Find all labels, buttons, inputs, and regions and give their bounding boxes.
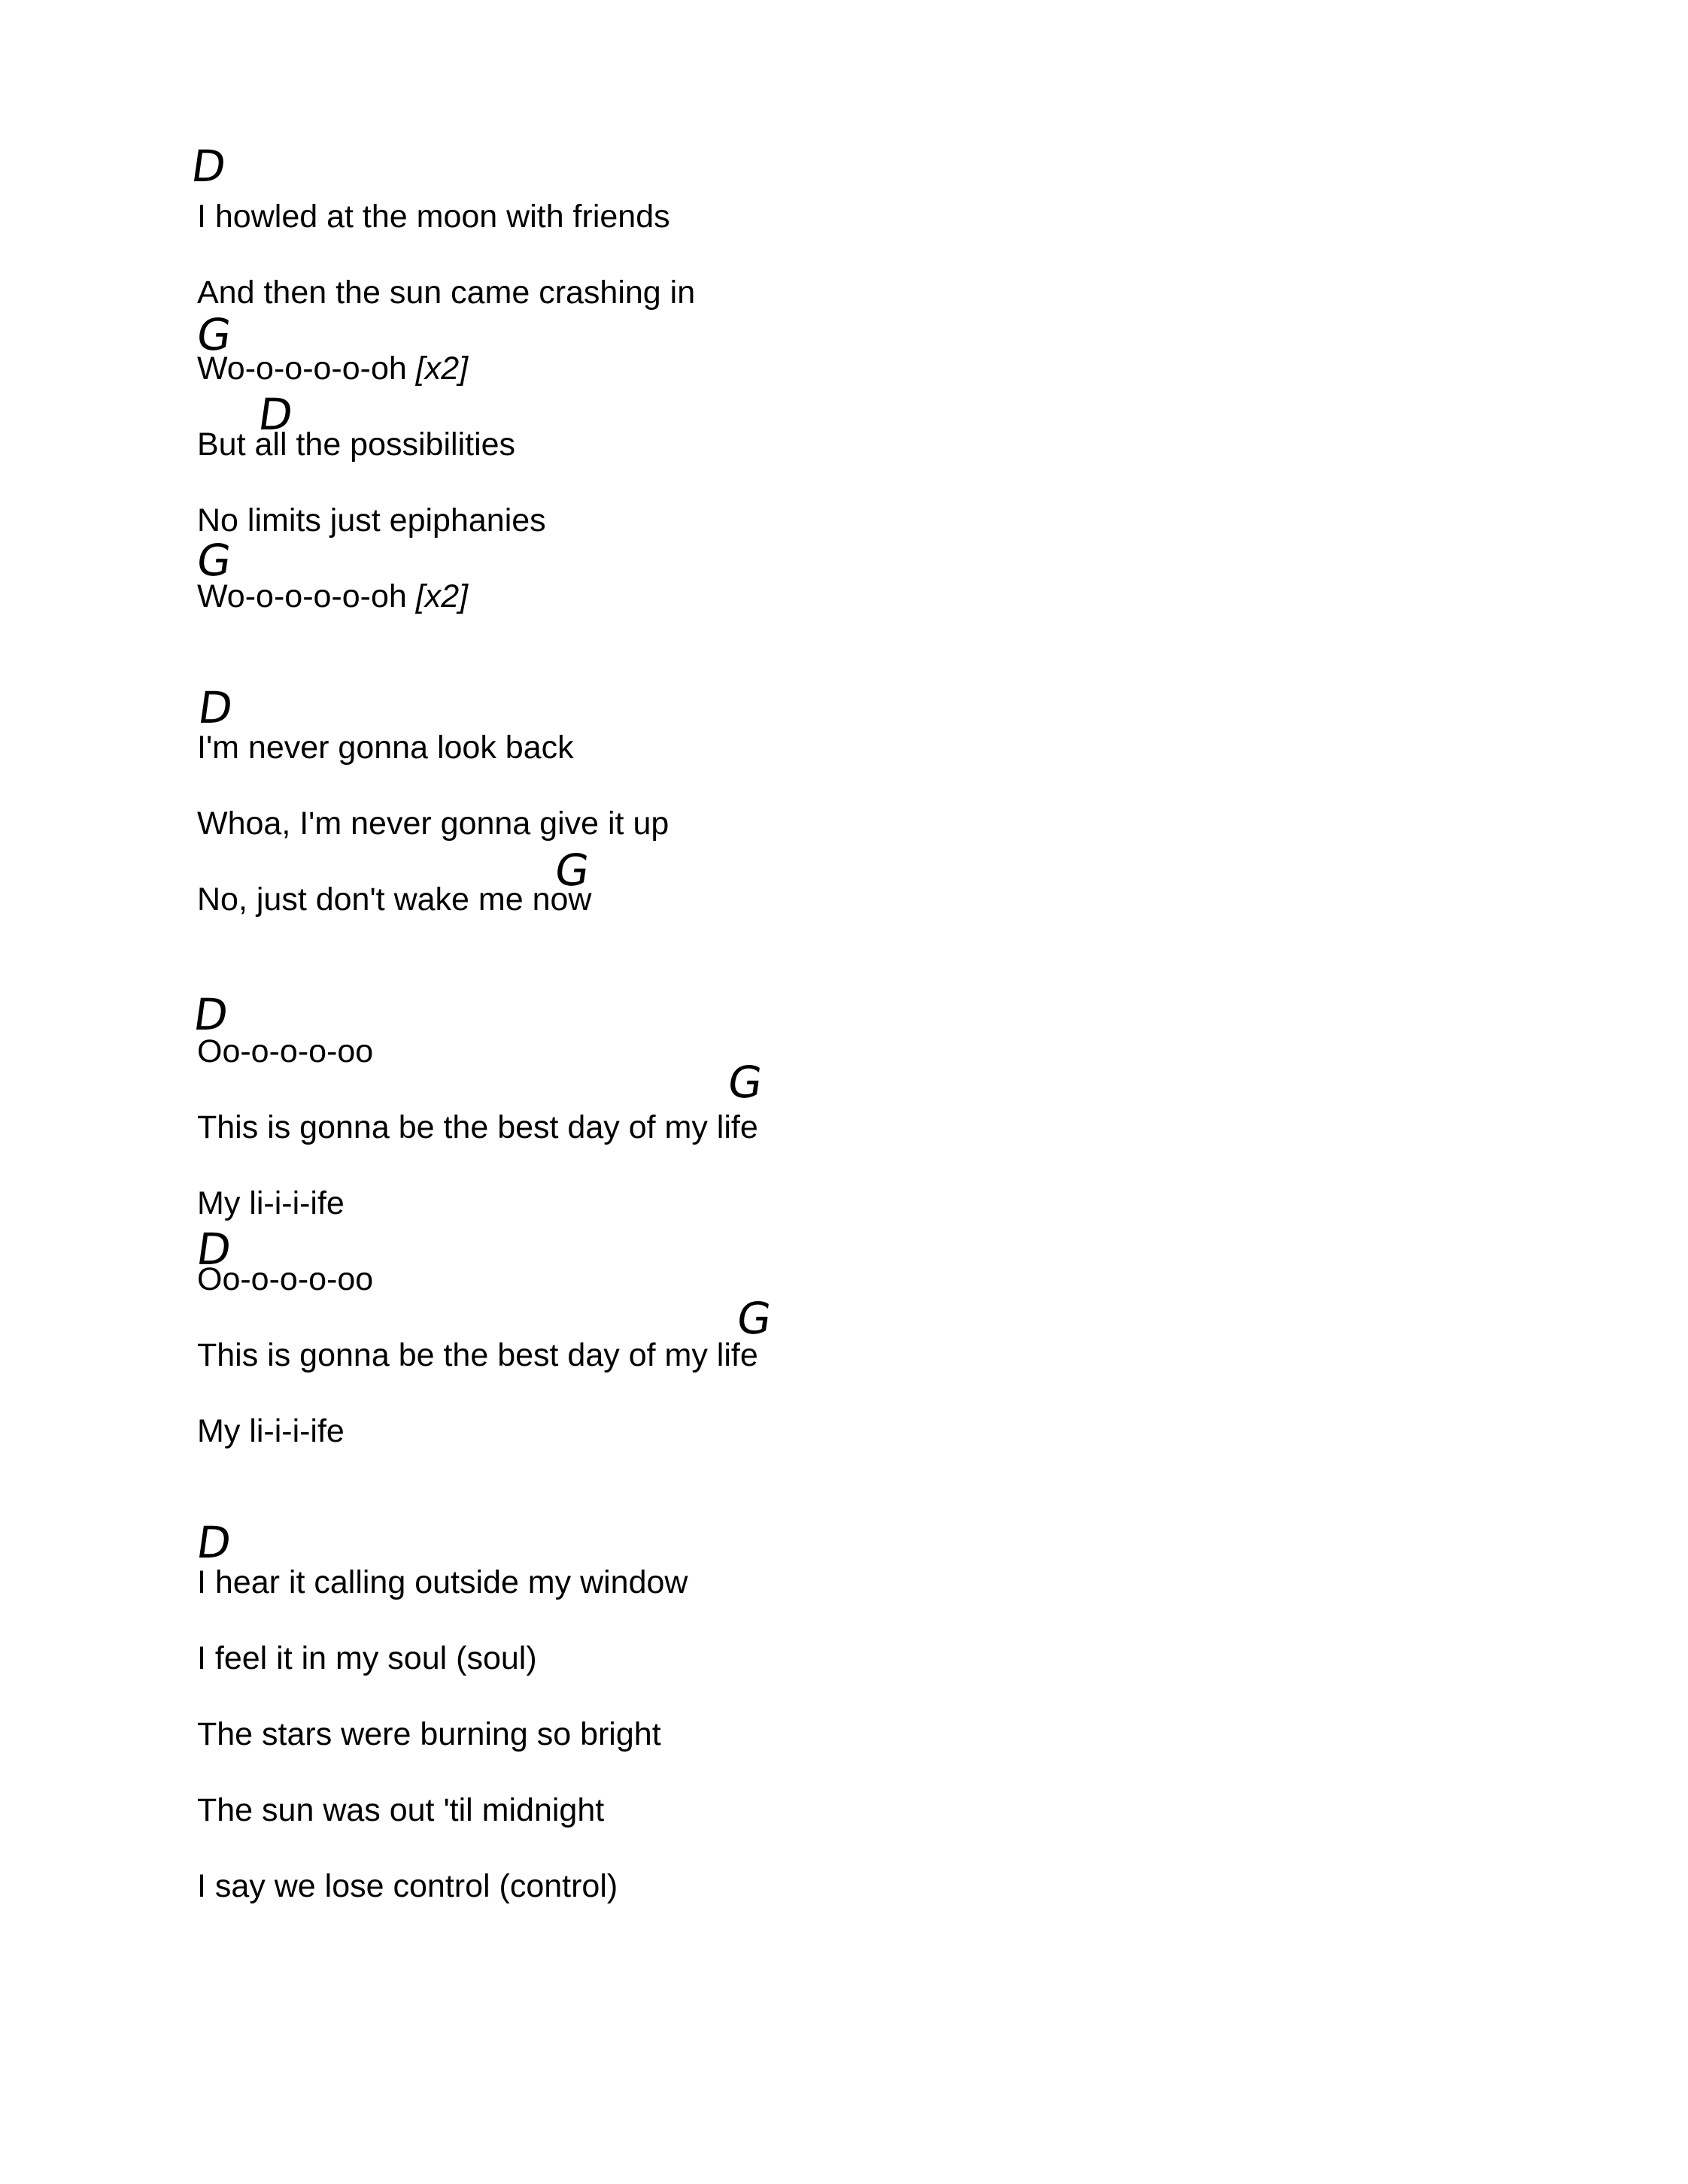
chord-mark: G <box>193 535 235 586</box>
lyric-line: Wo-o-o-o-o-oh [x2] <box>197 350 469 387</box>
lyric-line: I say we lose control (control) <box>197 1868 618 1904</box>
lyric-line: This is gonna be the best day of my life <box>197 1337 758 1373</box>
chord-mark: D <box>195 682 236 733</box>
lyric-line: But all the possibilities <box>197 426 516 463</box>
lyric-line: No limits just epiphanies <box>197 502 546 538</box>
repeat-note: [x2] <box>415 578 469 614</box>
lyric-line: Oo-o-o-o-oo <box>197 1261 374 1297</box>
lyric-line: Oo-o-o-o-oo <box>197 1033 374 1069</box>
lyric-line: The stars were burning so bright <box>197 1716 661 1752</box>
lyric-line: Wo-o-o-o-o-oh [x2] <box>197 578 469 614</box>
chord-mark: D <box>188 141 229 192</box>
lyric-line: I howled at the moon with friends <box>197 199 670 235</box>
chord-mark: G <box>724 1057 766 1108</box>
lyric-line: I hear it calling outside my window <box>197 1564 688 1600</box>
lyric-line: No, just don't wake me now <box>197 881 592 918</box>
repeat-note: [x2] <box>415 350 469 387</box>
lyric-line: This is gonna be the best day of my life <box>197 1109 758 1145</box>
chord-mark: D <box>190 989 232 1040</box>
lyric-line: The sun was out 'til midnight <box>197 1792 605 1828</box>
chord-mark: G <box>551 845 593 896</box>
chord-mark: D <box>255 389 296 440</box>
lyric-line: And then the sun came crashing in <box>197 275 696 311</box>
lyric-line: My li-i-i-ife <box>197 1185 345 1221</box>
lyric-line: I feel it in my soul (soul) <box>197 1640 537 1676</box>
chord-mark: G <box>733 1293 775 1344</box>
lyric-line: Whoa, I'm never gonna give it up <box>197 805 669 842</box>
chord-mark: G <box>193 309 235 360</box>
lyric-line: I'm never gonna look back <box>197 730 574 766</box>
chord-mark: D <box>193 1224 235 1275</box>
lyric-line: My li-i-i-ife <box>197 1413 345 1449</box>
chord-mark: D <box>193 1517 235 1568</box>
